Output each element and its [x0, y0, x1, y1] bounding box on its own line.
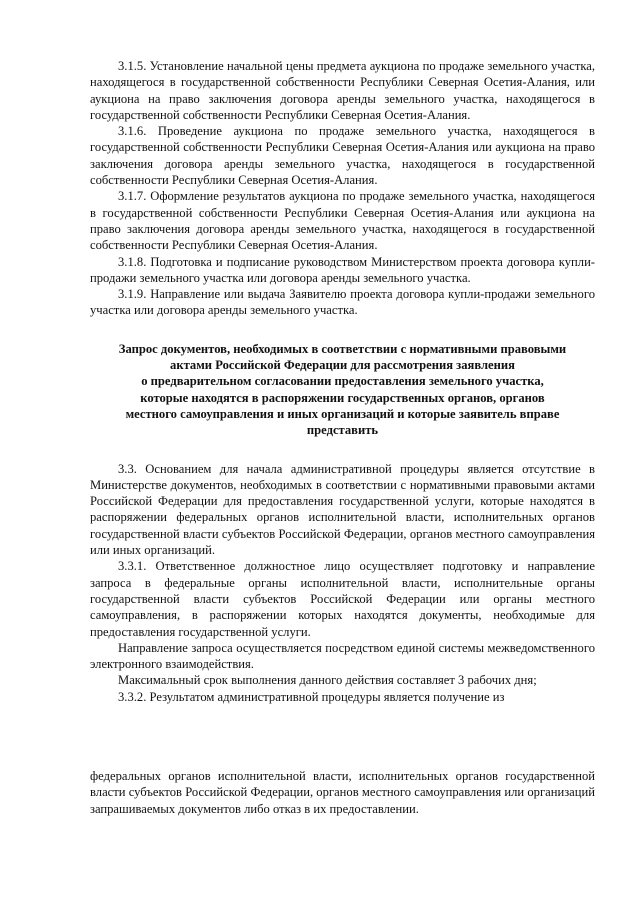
heading-line: которые находятся в распоряжении государственных органов, органов — [140, 390, 545, 405]
paragraph-3-1-8: 3.1.8. Подготовка и подписание руководством Министерством проекта договора купли-продажи земельного участка или договора аренды земельного участка. — [90, 254, 595, 285]
section-heading — [90, 341, 595, 439]
paragraph-max-term: Максимальный срок выполнения данного действия составляет 3 рабочих дня; — [118, 673, 537, 688]
paragraph-3-1-6: 3.1.6. Проведение аукциона по продаже земельного участка, находящегося в государственной собственности Республики Северная Осетия-Алания или аукциона на право заключения договора аренды земельного участка, находящегося в государственной собственности Республики Северная Осетия-Алания. — [90, 124, 595, 188]
paragraph-3-1-5: 3.1.5. Установление начальной цены предмета аукциона по продаже земельного участка, находящегося в государственной собственности Республики Северная Осетия-Алания, или аукциона на право заключения договора аренды земельного участка, находящегося в государственной собственности Республики Северная Осетия-Алания. — [90, 59, 595, 122]
document-page — [90, 58, 595, 705]
heading-line: Запрос документов, необходимых в соответствии с нормативными правовыми — [118, 341, 567, 356]
paragraph-3-1-7: 3.1.7. Оформление результатов аукциона по продаже земельного участка, находящегося в государственной собственности Республики Северная Осетия-Алания или аукциона на право заключения договора аренды земельного участка, находящегося в государственной собственности Республики Северная Осетия-Алания. — [90, 189, 595, 253]
paragraph-request-direction: Направление запроса осуществляется посредством единой системы межведомственного электронного взаимодействия. — [90, 640, 595, 672]
paragraph-3-3-1: 3.3.1. Ответственное должностное лицо осуществляет подготовку и направление запроса в федеральные органы исполнительной власти, исполнительные органы государственной власти субъектов Российской Федерации или органы местного самоуправления, в распоряжении которых находятся документы, необходимые для предоставления государственной услуги. — [90, 559, 595, 639]
heading-line: представить — [306, 423, 379, 438]
paragraph-3-3: 3.3. Основанием для начала административной процедуры является отсутствие в Министерстве документов, необходимых в соответствии с нормативными правовыми актами Российской Федерации для предоставления государственной услуги, которые находятся в распоряжении федеральных органов исполнительной власти, исполнительных органов государственной власти субъектов Российской Федерации, органов местного самоуправления или иных организаций. — [90, 461, 595, 558]
section-3-1 — [90, 58, 595, 319]
heading-line: актами Российской Федерации для рассмотрения заявления — [170, 358, 515, 373]
paragraph-3-1-9: 3.1.9. Направление или выдача Заявителю проекта договора купли-продажи земельного участка или договора аренды земельного участка. — [90, 287, 595, 318]
paragraph-3-3-2: 3.3.2. Результатом административной процедуры является получение из — [118, 689, 505, 704]
section-3-3 — [90, 461, 595, 705]
paragraph-continuation: федеральных органов исполнительной власти, исполнительных органов государственной власти субъектов Российской Федерации, органов местного самоуправления или организаций запрашиваемых документов либо отказ в их предоставлении. — [90, 769, 595, 816]
heading-line: местного самоуправления и иных организаций и которые заявитель вправе — [125, 406, 560, 421]
page-continuation — [90, 768, 595, 817]
heading-line: о предварительном согласовании предоставления земельного участка, — [141, 374, 544, 389]
